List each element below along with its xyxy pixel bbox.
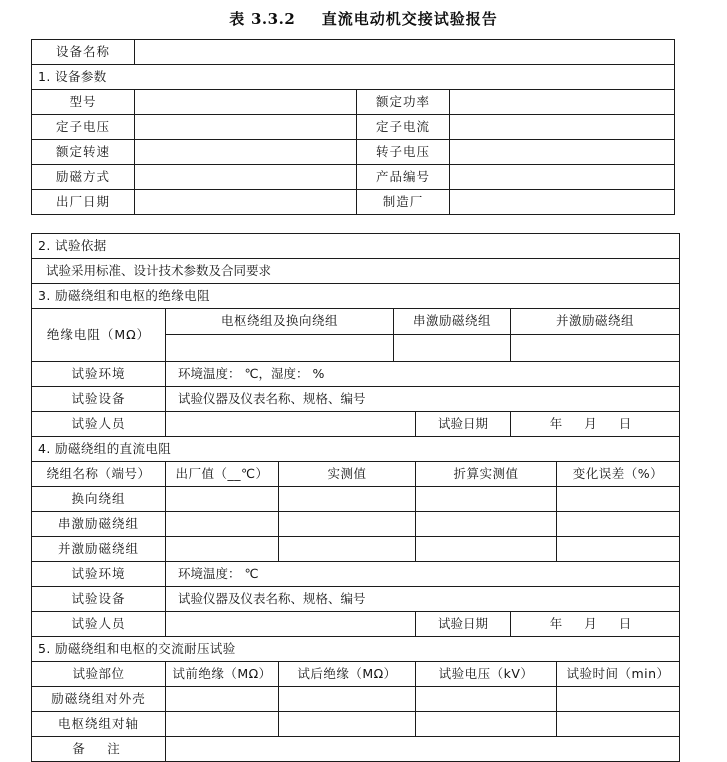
column-variation-error: 变化误差（%）	[557, 462, 680, 487]
table-row	[32, 90, 675, 115]
table-row	[32, 412, 680, 437]
table-row	[32, 487, 680, 512]
table-row	[32, 234, 680, 259]
factory-value-commutating[interactable]	[166, 487, 279, 512]
section4-date-label: 试验日期	[416, 612, 511, 637]
section4-environment-label: 试验环境	[32, 562, 166, 587]
param-value-excitation-mode[interactable]	[135, 165, 357, 190]
table-row	[32, 437, 680, 462]
column-insulation-after: 试后绝缘（MΩ）	[279, 662, 416, 687]
column-test-time: 试验时间（min）	[557, 662, 680, 687]
column-converted-value: 折算实测值	[416, 462, 557, 487]
table-row	[32, 309, 680, 335]
param-value-stator-current[interactable]	[450, 115, 675, 140]
measured-value-shunt[interactable]	[279, 537, 416, 562]
remark-value[interactable]	[166, 737, 680, 762]
table-row	[32, 512, 680, 537]
param-value-product-number[interactable]	[450, 165, 675, 190]
param-label-rated-speed: 额定转速	[32, 140, 135, 165]
param-label-model: 型号	[32, 90, 135, 115]
section3-heading: 3. 励磁绕组和电枢的绝缘电阻	[32, 284, 680, 309]
before-excitation-to-shell[interactable]	[166, 687, 279, 712]
before-armature-to-shaft[interactable]	[166, 712, 279, 737]
table-row	[32, 637, 680, 662]
column-test-position: 试验部位	[32, 662, 166, 687]
param-value-rotor-voltage[interactable]	[450, 140, 675, 165]
table-row	[32, 387, 680, 412]
error-value-shunt[interactable]	[557, 537, 680, 562]
table-row	[32, 65, 675, 90]
table-row	[32, 612, 680, 637]
voltage-armature-to-shaft[interactable]	[416, 712, 557, 737]
section5-heading: 5. 励磁绕组和电枢的交流耐压试验	[32, 637, 680, 662]
value-shunt-excitation-winding[interactable]	[511, 335, 680, 362]
table-row	[32, 140, 675, 165]
param-value-manufacturer[interactable]	[450, 190, 675, 215]
table-row	[32, 284, 680, 309]
param-label-excitation-mode: 励磁方式	[32, 165, 135, 190]
winding-name-series: 串激励磁绕组	[32, 512, 166, 537]
table-row	[32, 562, 680, 587]
section3-environment-label: 试验环境	[32, 362, 166, 387]
param-value-manufacture-date[interactable]	[135, 190, 357, 215]
insulation-resistance-label: 绝缘电阻（MΩ）	[32, 309, 166, 362]
param-label-stator-voltage: 定子电压	[32, 115, 135, 140]
param-label-stator-current: 定子电流	[357, 115, 450, 140]
remark-label: 备 注	[32, 737, 166, 762]
converted-value-commutating[interactable]	[416, 487, 557, 512]
section4-environment-value[interactable]: 环境温度： ℃	[166, 562, 680, 587]
param-label-manufacturer: 制造厂	[357, 190, 450, 215]
section2-heading: 2. 试验依据	[32, 234, 680, 259]
table-row	[32, 190, 675, 215]
table-row	[32, 587, 680, 612]
factory-value-series[interactable]	[166, 512, 279, 537]
error-value-commutating[interactable]	[557, 487, 680, 512]
column-armature-commutating-winding: 电枢绕组及换向绕组	[166, 309, 394, 335]
section4-equipment-value[interactable]: 试验仪器及仪表名称、规格、编号	[166, 587, 680, 612]
time-armature-to-shaft[interactable]	[557, 712, 680, 737]
title-name: 直流电动机交接试验报告	[321, 10, 498, 28]
column-test-voltage: 试验电压（kV）	[416, 662, 557, 687]
table-row	[32, 165, 675, 190]
column-series-excitation-winding: 串激励磁绕组	[394, 309, 511, 335]
section3-environment-value[interactable]: 环境温度： ℃，湿度： %	[166, 362, 680, 387]
table-row	[32, 662, 680, 687]
winding-name-commutating: 换向绕组	[32, 487, 166, 512]
converted-value-series[interactable]	[416, 512, 557, 537]
section3-personnel-value[interactable]	[166, 412, 416, 437]
section4-equipment-label: 试验设备	[32, 587, 166, 612]
column-shunt-excitation-winding: 并激励磁绕组	[511, 309, 680, 335]
title-number: 3.3.2	[251, 10, 296, 28]
section2-content[interactable]: 试验采用标准、设计技术参数及合同要求	[32, 259, 680, 284]
column-factory-value: 出厂值（__℃）	[166, 462, 279, 487]
section4-heading: 4. 励磁绕组的直流电阻	[32, 437, 680, 462]
position-armature-to-shaft: 电枢绕组对轴	[32, 712, 166, 737]
time-excitation-to-shell[interactable]	[557, 687, 680, 712]
table-row	[32, 537, 680, 562]
section3-equipment-label: 试验设备	[32, 387, 166, 412]
value-armature-commutating-winding[interactable]	[166, 335, 394, 362]
param-label-rotor-voltage: 转子电压	[357, 140, 450, 165]
table-row	[32, 737, 680, 762]
section3-date-value[interactable]: 年 月 日	[511, 412, 680, 437]
value-series-excitation-winding[interactable]	[394, 335, 511, 362]
section3-personnel-label: 试验人员	[32, 412, 166, 437]
param-value-stator-voltage[interactable]	[135, 115, 357, 140]
param-value-model[interactable]	[135, 90, 357, 115]
section3-equipment-value[interactable]: 试验仪器及仪表名称、规格、编号	[166, 387, 680, 412]
after-armature-to-shaft[interactable]	[279, 712, 416, 737]
equipment-name-value[interactable]	[135, 40, 675, 65]
measured-value-commutating[interactable]	[279, 487, 416, 512]
section4-personnel-value[interactable]	[166, 612, 416, 637]
table-row	[32, 259, 680, 284]
param-label-rated-power: 额定功率	[357, 90, 450, 115]
test-sections-table	[31, 233, 680, 762]
column-insulation-before: 试前绝缘（MΩ）	[166, 662, 279, 687]
equipment-parameters-table	[31, 39, 675, 215]
section3-date-label: 试验日期	[416, 412, 511, 437]
param-label-manufacture-date: 出厂日期	[32, 190, 135, 215]
param-value-rated-power[interactable]	[450, 90, 675, 115]
table-row	[32, 115, 675, 140]
position-excitation-to-shell: 励磁绕组对外壳	[32, 687, 166, 712]
column-measured-value: 实测值	[279, 462, 416, 487]
converted-value-shunt[interactable]	[416, 537, 557, 562]
section4-date-value[interactable]: 年 月 日	[511, 612, 680, 637]
page-title	[0, 8, 727, 29]
table-row	[32, 362, 680, 387]
table-row	[32, 40, 675, 65]
table-row	[32, 712, 680, 737]
winding-name-shunt: 并激励磁绕组	[32, 537, 166, 562]
table-row	[32, 462, 680, 487]
table-row	[32, 687, 680, 712]
param-label-product-number: 产品编号	[357, 165, 450, 190]
param-value-rated-speed[interactable]	[135, 140, 357, 165]
section4-personnel-label: 试验人员	[32, 612, 166, 637]
column-winding-name: 绕组名称（端号）	[32, 462, 166, 487]
measured-value-series[interactable]	[279, 512, 416, 537]
section1-heading: 1. 设备参数	[32, 65, 675, 90]
factory-value-shunt[interactable]	[166, 537, 279, 562]
voltage-excitation-to-shell[interactable]	[416, 687, 557, 712]
after-excitation-to-shell[interactable]	[279, 687, 416, 712]
title-prefix: 表	[229, 10, 245, 28]
error-value-series[interactable]	[557, 512, 680, 537]
equipment-name-label: 设备名称	[32, 40, 135, 65]
